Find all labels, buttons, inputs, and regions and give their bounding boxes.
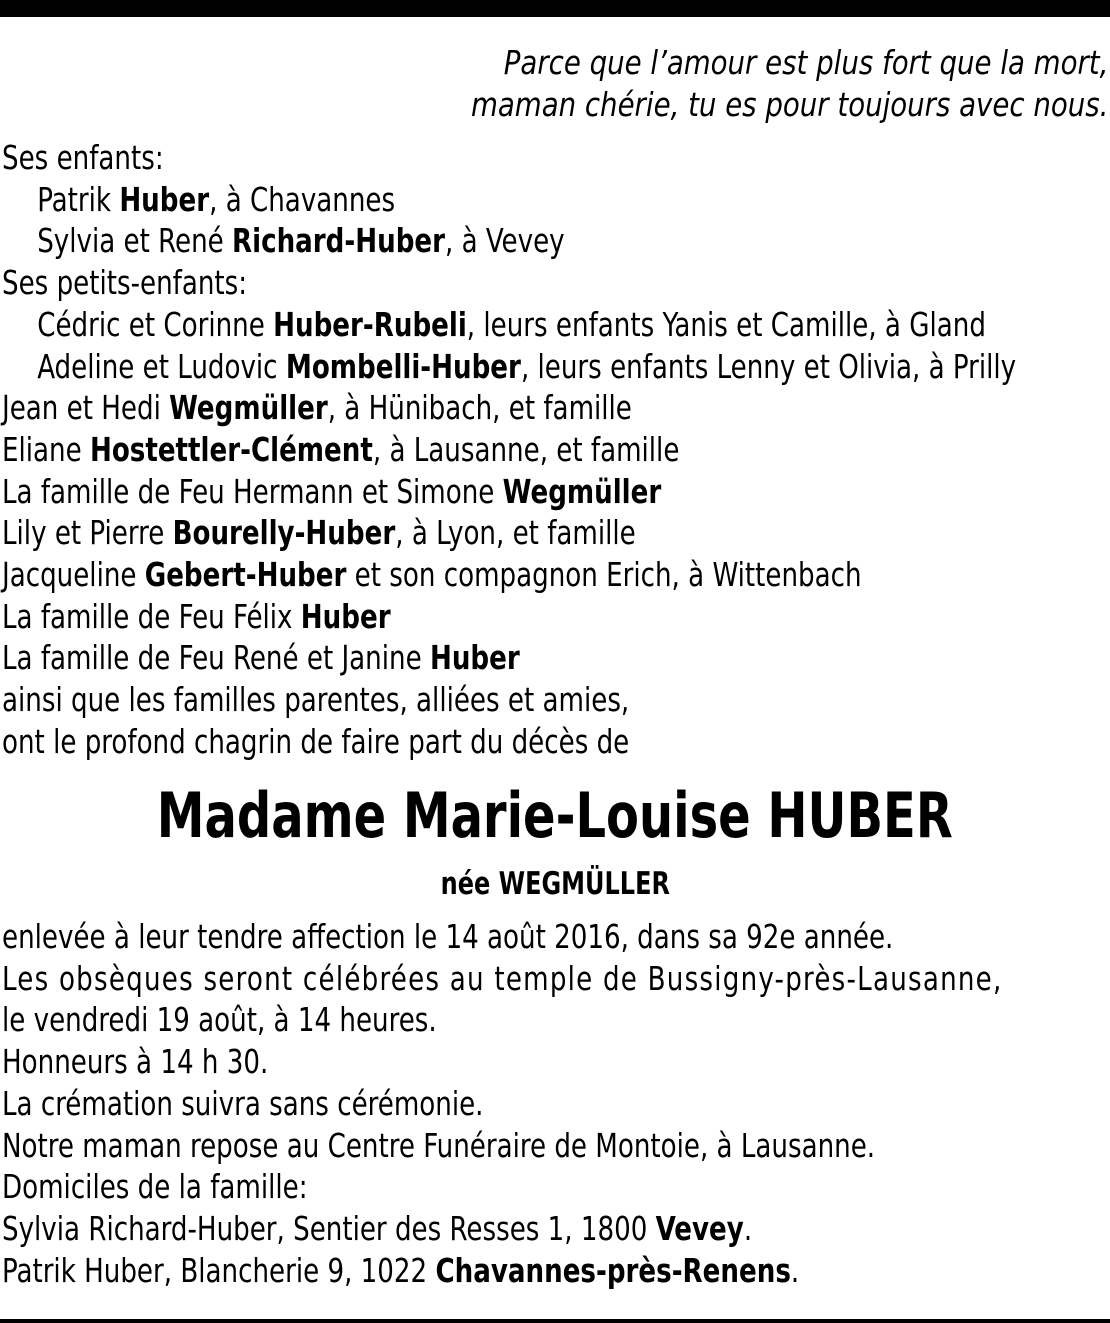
family-line-text: Patrik (37, 179, 120, 219)
address-line (2, 1208, 1110, 1250)
family-line (2, 346, 1017, 388)
family-line (2, 304, 988, 346)
family-line-text: , leurs enfants Lenny et Olivia, à Prilly (520, 346, 1017, 386)
family-line (2, 387, 988, 429)
address-line (2, 1250, 1110, 1292)
family-surname: Wegmüller (169, 388, 328, 428)
family-surname: Hostettler-Clément (89, 429, 373, 469)
family-line-text: ainsi que les familles parentes, alliées et amies, (2, 680, 630, 720)
address-text: . (743, 1208, 753, 1248)
family-surname: Mombelli-Huber (285, 346, 521, 386)
family-line-text: Ses enfants: (2, 138, 164, 177)
family-line (2, 679, 988, 721)
family-surname: Bourelly-Huber (172, 513, 396, 553)
family-line-text: Ses petits-enfants: (2, 263, 248, 303)
family-surname: Huber (300, 596, 391, 636)
address-text: Patrik Huber, Blancherie 9, 1022 (2, 1250, 436, 1290)
family-line (2, 721, 988, 763)
funeral-details (2, 916, 1110, 1291)
top-rule (0, 0, 1110, 17)
family-line-text: Cédric et Corinne (37, 304, 274, 344)
details-line: Domiciles de la famille: (2, 1167, 308, 1207)
address-text: . (790, 1250, 800, 1290)
family-surname: Huber-Rubeli (273, 304, 467, 344)
family-line (2, 596, 988, 638)
family-line (2, 512, 988, 554)
details-line: Honneurs à 14 h 30. (2, 1042, 269, 1082)
epigraph-line: Parce que l’amour est plus fort que la mort, (503, 43, 1108, 82)
family-line-text: La famille de Feu René et Janine (2, 638, 430, 678)
family-line-text: , à Lyon, et famille (395, 513, 636, 553)
epigraph (471, 42, 1108, 126)
family-surname: Huber (429, 638, 520, 678)
deceased-name: Madame Marie-Louise HUBER (157, 779, 953, 852)
family-line (2, 137, 988, 179)
epigraph-line: maman chérie, tu es pour toujours avec nous. (470, 85, 1108, 124)
family-line (2, 471, 988, 513)
family-line-text: ont le profond chagrin de faire part du décès de (2, 721, 630, 761)
address-text: Sylvia Richard-Huber, Sentier des Resses 1, 1800 (2, 1208, 656, 1248)
family-list (2, 137, 1017, 763)
family-line (2, 179, 988, 221)
family-line (2, 262, 988, 304)
family-line (2, 554, 988, 596)
family-line-text: , à Vevey (445, 221, 565, 261)
family-surname: Huber (119, 179, 210, 219)
family-line-text: et son compagnon Erich, à Wittenbach (346, 555, 862, 595)
family-surname: Wegmüller (502, 471, 662, 511)
family-surname: Gebert-Huber (144, 555, 347, 595)
family-line-text: La famille de Feu Félix (2, 596, 301, 636)
family-line (2, 429, 988, 471)
family-line-text: Eliane (2, 429, 90, 469)
family-surname: Richard-Huber (232, 221, 446, 261)
bottom-rule (0, 1319, 1110, 1323)
family-line-text: , à Lausanne, et famille (372, 429, 680, 469)
details-line: le vendredi 19 août, à 14 heures. (2, 1000, 437, 1040)
details-line: enlevée à leur tendre affection le 14 août 2016, dans sa 92e année. (2, 917, 894, 956)
family-line-text: , à Chavannes (209, 179, 396, 219)
details-line: Les obsèques seront célébrées au temple de Bussigny-près-Lausanne, (2, 958, 1003, 998)
family-line-text: Adeline et Ludovic (37, 346, 286, 386)
maiden-name: née WEGMÜLLER (440, 866, 670, 902)
family-line-text: , à Hünibach, et famille (327, 388, 632, 428)
family-line-text: , leurs enfants Yanis et Camille, à Gland (466, 304, 986, 344)
family-line-text: La famille de Feu Hermann et Simone (2, 471, 503, 511)
family-line (2, 637, 988, 679)
family-line-text: Lily et Pierre (2, 513, 173, 553)
details-line: La crémation suivra sans cérémonie. (2, 1083, 484, 1123)
family-line (2, 220, 988, 262)
family-line-text: Sylvia et René (37, 221, 233, 261)
details-line: Notre maman repose au Centre Funéraire de Montoie, à Lausanne. (2, 1125, 876, 1165)
family-line-text: Jean et Hedi (2, 388, 170, 428)
address-city: Vevey (655, 1208, 744, 1248)
address-city: Chavannes-près-Renens (435, 1250, 791, 1290)
family-line-text: Jacqueline (2, 555, 145, 595)
